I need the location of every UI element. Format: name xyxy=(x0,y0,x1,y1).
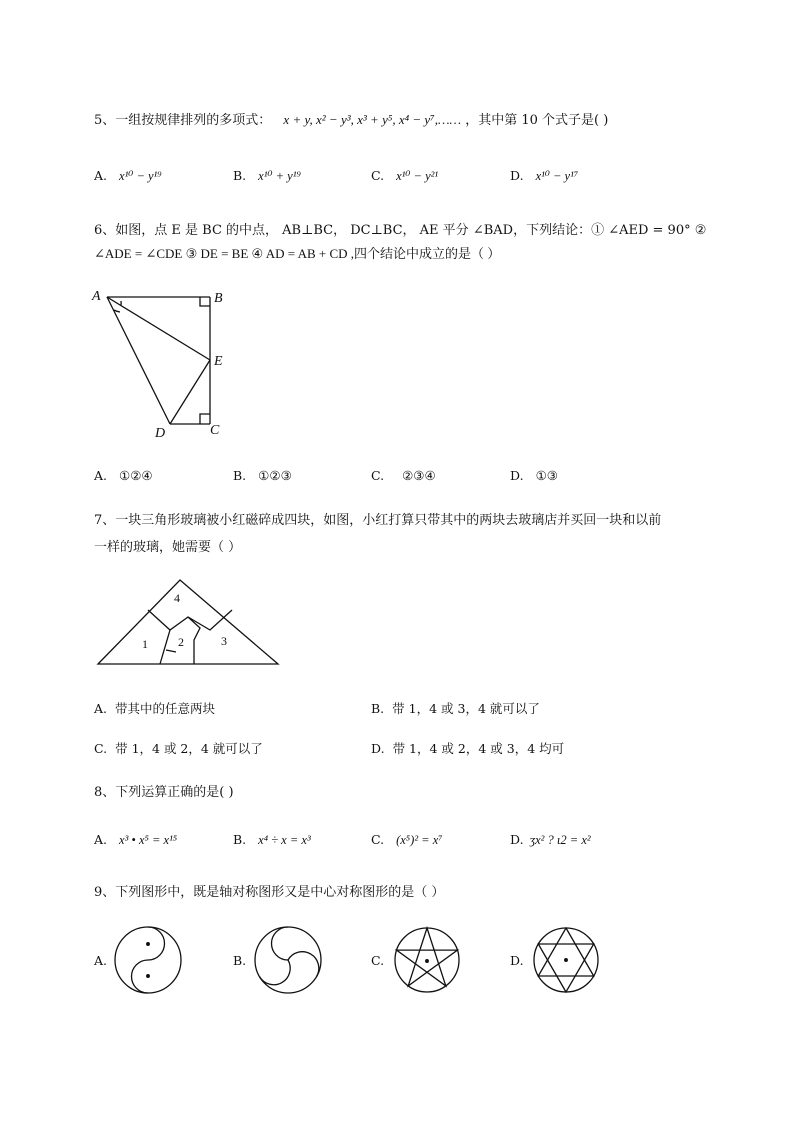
q7-option-d[interactable]: D. 带 1，4 或 2，4 或 3，4 均可 xyxy=(371,741,565,756)
q9-option-c[interactable]: C. xyxy=(371,953,385,968)
q9-figure-c xyxy=(395,928,459,992)
q7-piece-4: 4 xyxy=(174,591,180,605)
q6-option-a[interactable]: A. ①②④ xyxy=(94,468,153,483)
q9-stem: 9、下列图形中，既是轴对称图形又是中心对称图形的是（ ） xyxy=(94,885,445,900)
q7-piece-3: 3 xyxy=(221,634,227,648)
q9-figure-d xyxy=(534,928,598,992)
q5-formula: x + y, x² − y³, x³ + y⁵, x⁴ − y⁷,…… xyxy=(283,112,462,127)
q6-stem-line1: 6、如图，点 E 是 BC 的中点， AB⊥BC， DC⊥BC， AE 平分 ∠BAD，下列结论：① ∠AED = 90° ② xyxy=(94,223,707,238)
q9-option-a[interactable]: A. xyxy=(94,953,108,968)
q8-option-d[interactable]: D. ʒx² ? ɩ2 = x² xyxy=(510,832,591,847)
q6-stem-line2: ∠ADE = ∠CDE ③ DE = BE ④ AD = AB + CD ,四个结论中成立的是（ ） xyxy=(94,246,501,261)
q6-label-b: B xyxy=(214,291,223,306)
q7-option-c[interactable]: C. 带 1，4 或 2，4 就可以了 xyxy=(94,741,263,756)
q7-stem-line2: 一样的玻璃，她需要（ ） xyxy=(94,540,242,555)
q5-option-a[interactable]: A. x¹⁰ − y¹⁹ xyxy=(94,168,162,183)
q6-option-c[interactable]: C. ②③④ xyxy=(371,468,436,483)
q6-label-e: E xyxy=(214,354,223,369)
q9-option-b[interactable]: B. xyxy=(233,953,247,968)
q7-piece-1: 1 xyxy=(142,637,148,651)
q8-option-b[interactable]: B. x⁴ ÷ x = x³ xyxy=(233,832,311,847)
q5-stem-prefix: 5、一组按规律排列的多项式： xyxy=(94,113,272,128)
q7-option-a[interactable]: A. 带其中的任意两块 xyxy=(94,701,216,716)
q9-option-d[interactable]: D. xyxy=(510,953,524,968)
q7-option-b[interactable]: B. 带 1，4 或 3，4 就可以了 xyxy=(371,701,540,716)
q6-label-c: C xyxy=(210,423,220,438)
q5-option-c[interactable]: C. x¹⁰ − y²¹ xyxy=(371,168,439,183)
q6-option-d[interactable]: D. ①③ xyxy=(510,468,558,483)
q6-label-a: A xyxy=(92,289,101,304)
q9-figure-a xyxy=(115,927,181,993)
q8-option-a[interactable]: A. x³ • x⁵ = x¹⁵ xyxy=(94,832,178,847)
q7-stem-line1: 7、一块三角形玻璃被小红磁碎成四块，如图，小红打算只带其中的两块去玻璃店并买回一块和以前 xyxy=(94,513,662,528)
q5-stem-suffix: ，其中第 10 个式子是( ) xyxy=(465,113,609,128)
q6-option-b[interactable]: B. ①②③ xyxy=(233,468,292,483)
q7-piece-2: 2 xyxy=(178,635,184,649)
q5-option-b[interactable]: B. x¹⁰ + y¹⁹ xyxy=(233,168,301,183)
q9-figure-b xyxy=(255,927,321,993)
q8-stem: 8、下列运算正确的是( ) xyxy=(94,785,234,800)
q6-label-d: D xyxy=(155,426,166,441)
q8-option-c[interactable]: C. (x⁵)² = x⁷ xyxy=(371,832,443,847)
q5-option-d[interactable]: D. x¹⁰ − y¹⁷ xyxy=(510,168,579,183)
